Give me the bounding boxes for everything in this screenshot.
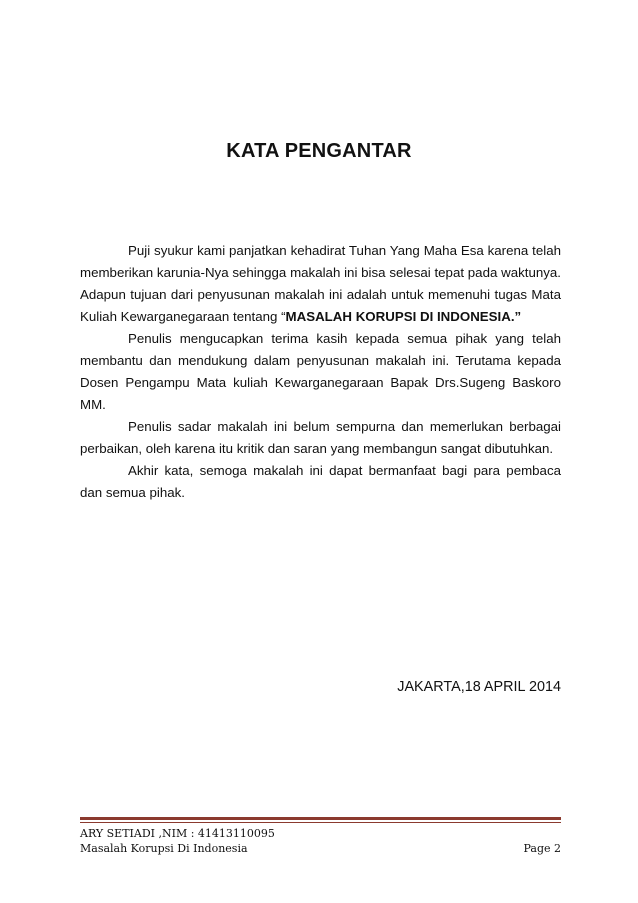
body-text (80, 240, 561, 504)
paragraph-4: Akhir kata, semoga makalah ini dapat bermanfaat bagi para pembaca dan semua pihak. (80, 463, 561, 500)
paragraph-1 (80, 240, 561, 328)
page-number: Page 2 (523, 842, 561, 855)
paragraph-1-text: Puji syukur kami panjatkan kehadirat Tuhan Yang Maha Esa karena telah memberikan karunia-Nya sehingga makalah ini bisa selesai tepat pada waktunya. Adapun tujuan dari penyusunan makalah ini adalah untuk memenuhi tugas Mata Kuliah Kewarganegaraan tentang “ (80, 243, 561, 324)
footer-doc-title: Masalah Korupsi Di Indonesia (80, 842, 248, 855)
paragraph-3: Penulis sadar makalah ini belum sempurna dan memerlukan berbagai perbaikan, oleh karena itu kritik dan saran yang membangun sangat dibutuhkan. (80, 419, 561, 456)
paragraph-1-bold-title: MASALAH KORUPSI DI INDONESIA.” (285, 309, 522, 324)
footer-info (80, 826, 275, 856)
footer-author: ARY SETIADI ,NIM : 41413110095 (80, 827, 275, 840)
footer-divider-thin (80, 822, 561, 823)
page-title: KATA PENGANTAR (226, 140, 412, 162)
footer-divider-thick (80, 817, 561, 820)
paragraph-2: Penulis mengucapkan terima kasih kepada semua pihak yang telah membantu dan mendukung dalam penyusunan makalah ini. Terutama kepada Dosen Pengampu Mata kuliah Kewarganegaraan Bapak Drs.Sugeng Baskoro MM. (80, 331, 561, 412)
signature-place-date: JAKARTA,18 APRIL 2014 (397, 679, 561, 695)
